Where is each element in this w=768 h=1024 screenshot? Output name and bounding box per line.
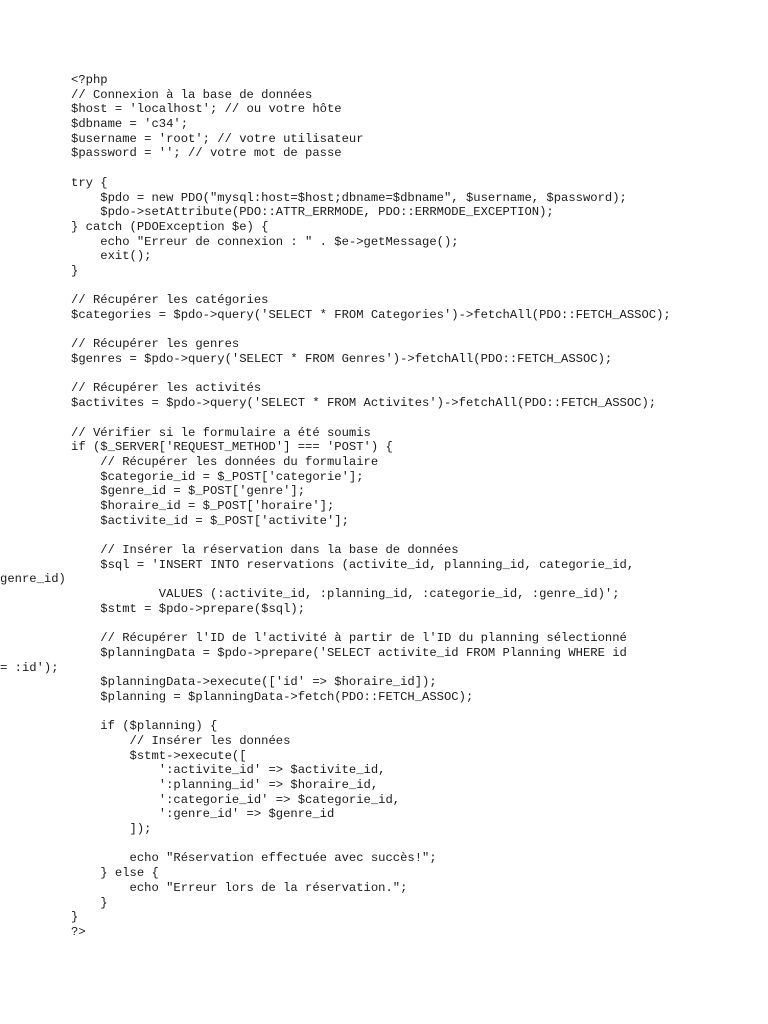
code-line: $planningData = $pdo->prepare('SELECT activite_id FROM Planning WHERE id bbox=[71, 645, 627, 660]
code-line: $stmt->execute([ bbox=[71, 748, 247, 763]
code-line: exit(); bbox=[71, 249, 152, 264]
code-line: echo "Erreur de connexion : " . $e->getMessage(); bbox=[71, 234, 459, 249]
code-line: } catch (PDOException $e) { bbox=[71, 219, 269, 234]
code-line: $activites = $pdo->query('SELECT * FROM Activites')->fetchAll(PDO::FETCH_ASSOC); bbox=[71, 396, 657, 411]
code-line: ':planning_id' => $horaire_id, bbox=[71, 778, 379, 792]
code-line bbox=[71, 367, 761, 382]
code-line: $categorie_id = $_POST['categorie']; bbox=[71, 469, 364, 484]
code-line: ]); bbox=[71, 822, 152, 837]
code-line: // Récupérer les données du formulaire bbox=[71, 454, 379, 469]
code-line: $pdo = new PDO("mysql:host=$host;dbname=$dbname", $username, $password); bbox=[71, 190, 627, 205]
code-line: $sql = 'INSERT INTO reservations (activite_id, planning_id, categorie_id, bbox=[71, 557, 635, 572]
code-line: $genre_id = $_POST['genre']; bbox=[71, 484, 306, 499]
code-line: } else { bbox=[71, 866, 159, 881]
code-line: $genres = $pdo->query('SELECT * FROM Genres')->fetchAll(PDO::FETCH_ASSOC); bbox=[71, 352, 613, 367]
code-line bbox=[71, 411, 761, 426]
code-line: // Récupérer les catégories bbox=[71, 293, 269, 308]
code-line: // Insérer la réservation dans la base de données bbox=[71, 543, 459, 557]
code-line bbox=[71, 279, 761, 294]
code-line bbox=[71, 837, 761, 852]
code-line: $dbname = 'c34'; bbox=[71, 117, 189, 132]
code-line: VALUES (:activite_id, :planning_id, :categorie_id, :genre_id)'; bbox=[71, 587, 620, 602]
code-line: $host = 'localhost'; // ou votre hôte bbox=[71, 102, 342, 117]
code-line: ':categorie_id' => $categorie_id, bbox=[71, 792, 401, 807]
code-line-wrapped: genre_id) bbox=[0, 572, 66, 587]
code-line: // Insérer les données bbox=[71, 733, 291, 748]
code-line: $password = ''; // votre mot de passe bbox=[71, 146, 342, 161]
code-line: if ($planning) { bbox=[71, 719, 218, 734]
code-line bbox=[71, 528, 761, 543]
code-line-wrapped: = :id'); bbox=[0, 660, 59, 675]
code-line: echo "Réservation effectuée avec succès!"; bbox=[71, 851, 437, 866]
code-line: } bbox=[71, 895, 108, 910]
code-line bbox=[71, 323, 761, 338]
code-line: // Récupérer l'ID de l'activité à partir de l'ID du planning sélectionné bbox=[71, 631, 627, 646]
code-line: $categories = $pdo->query('SELECT * FROM Categories')->fetchAll(PDO::FETCH_ASSOC); bbox=[71, 308, 671, 322]
code-line: echo "Erreur lors de la réservation."; bbox=[71, 880, 408, 895]
code-line bbox=[71, 705, 761, 720]
code-line: // Connexion à la base de données bbox=[71, 87, 313, 102]
code-line: ':genre_id' => $genre_id bbox=[71, 807, 335, 822]
code-line: $username = 'root'; // votre utilisateur bbox=[71, 131, 364, 146]
code-line: // Vérifier si le formulaire a été soumis bbox=[71, 425, 371, 440]
code-line: $horaire_id = $_POST['horaire']; bbox=[71, 498, 335, 513]
code-line: ?> bbox=[71, 924, 86, 939]
code-line: <?php bbox=[71, 73, 108, 87]
code-line: try { bbox=[71, 175, 108, 190]
code-line: // Récupérer les activités bbox=[71, 381, 262, 396]
code-line bbox=[71, 616, 761, 631]
code-line: $planning = $planningData->fetch(PDO::FETCH_ASSOC); bbox=[71, 689, 474, 704]
code-line: $activite_id = $_POST['activite']; bbox=[71, 513, 349, 528]
code-line: ':activite_id' => $activite_id, bbox=[71, 763, 386, 778]
code-line: $stmt = $pdo->prepare($sql); bbox=[71, 601, 306, 616]
code-line bbox=[71, 161, 761, 176]
code-line: } bbox=[71, 263, 79, 278]
php-code-block bbox=[0, 73, 761, 940]
code-line: } bbox=[71, 910, 79, 925]
code-line: $planningData->execute(['id' => $horaire_id]); bbox=[71, 675, 437, 690]
code-line: if ($_SERVER['REQUEST_METHOD'] === 'POST') { bbox=[71, 440, 393, 455]
code-line: $pdo->setAttribute(PDO::ATTR_ERRMODE, PDO::ERRMODE_EXCEPTION); bbox=[71, 205, 554, 220]
code-line: // Récupérer les genres bbox=[71, 337, 240, 352]
